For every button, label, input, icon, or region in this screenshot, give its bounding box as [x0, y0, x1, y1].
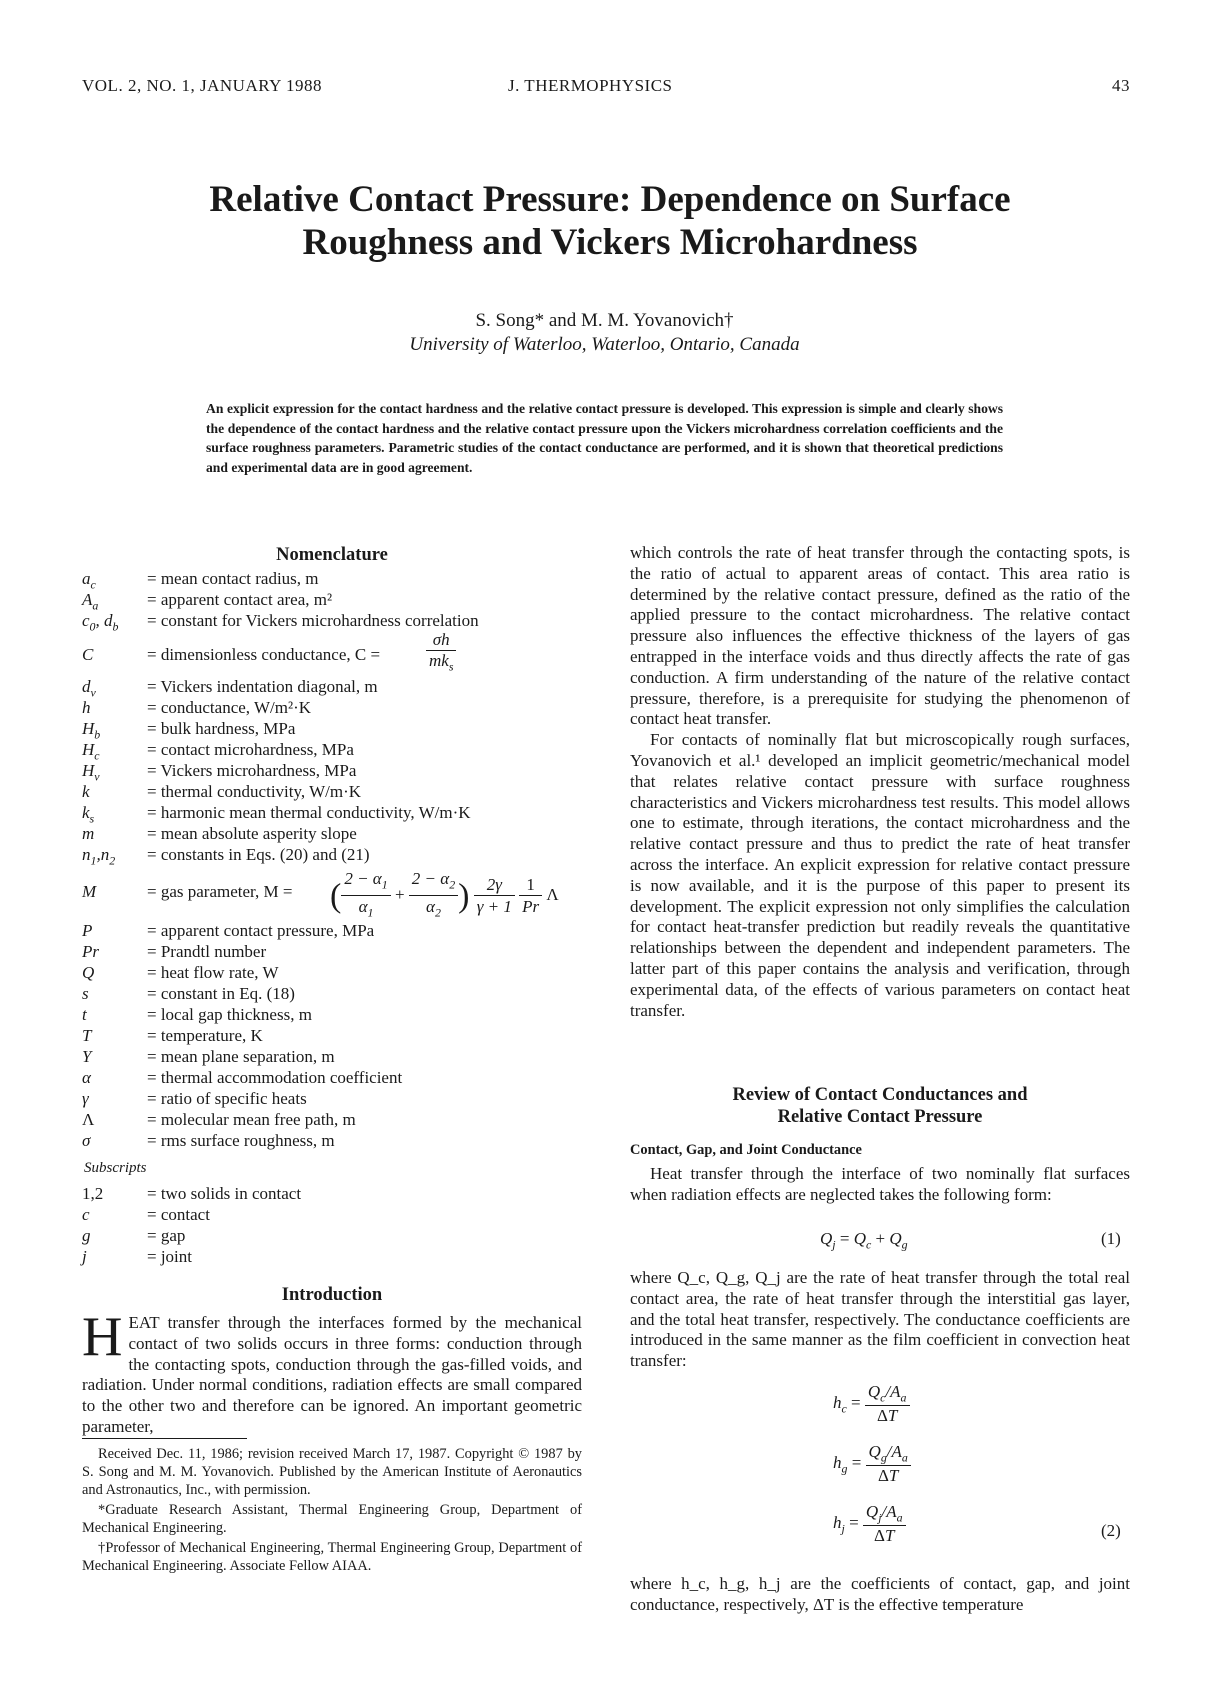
nomenclature-entry: s = constant in Eq. (18): [82, 984, 295, 1003]
review-heading: Review of Contact Conductances and Relative Contact Pressure: [732, 1085, 1028, 1127]
right-column-text: [630, 543, 1130, 1021]
nomenclature-entry: $n_1,n_2$ = constants in Eqs. (20) and (21): [82, 845, 370, 868]
page-number: 43: [1112, 76, 1130, 95]
nomenclature-entry: m = mean absolute asperity slope: [82, 824, 357, 843]
subscript-entry: 1,2 = two solids in contact: [82, 1184, 302, 1203]
title-line-2: Roughness and Vickers Microhardness: [302, 222, 918, 263]
nomenclature-entry: h = conductance, W/m²·K: [82, 698, 312, 717]
nomenclature-entry: t = local gap thickness, m: [82, 1005, 312, 1024]
nomenclature-entry: $c_0$, $d_b$ = constant for Vickers microhardness correlation: [82, 611, 479, 634]
gas-parameter-formula: ( $\frac{2 - \alpha_1}{\alpha_1}$ + $\frac{2 - \alpha_2}{\alpha_2}$ ) $\frac{2\gamma}{\gamma + 1}$ $\frac{1}{Pr}$ Λ: [330, 869, 559, 920]
equation-2-gap: $h_g$ = $\frac{Q_g/A_a}{\Delta T}$: [833, 1442, 911, 1486]
nomenclature-entry: C = dimensionless conductance, C = $\frac{\sigma h}{mk_s}$: [82, 630, 582, 672]
nomenclature-entry: $H_c$ = contact microhardness, MPa: [82, 740, 354, 763]
footnotes: [82, 1445, 582, 1577]
body-paragraph-4: where Q_c, Q_g, Q_j are the rate of heat transfer through the total real contact area, the rate of heat transfer through the interstitial gas layer, and the total heat transfer, respectively. The conductance coefficients are introduced in the same manner as the film coefficient in convection heat transfer:: [630, 1268, 1130, 1371]
body-paragraph-5: where h_c, h_g, h_j are the coefficients of contact, gap, and joint conductance, respectively, ΔT is the effective temperature: [630, 1574, 1130, 1614]
abstract: An explicit expression for the contact hardness and the relative contact pressure is developed. This expression is simple and clearly shows the dependence of the contact hardness and the relative contact pressure upon the Vickers microhardness correlation coefficients and the surface roughness parameters. Parametric studies of the contact conductance are performed, and it is shown that theoretical predictions and experimental data are in good agreement.: [206, 401, 1003, 475]
nomenclature-entry: $d_v$ = Vickers indentation diagonal, m: [82, 677, 378, 700]
equation-2-contact: $h_c$ = $\frac{Q_c/A_a}{\Delta T}$: [833, 1382, 910, 1426]
nomenclature-entry: $H_v$ = Vickers microhardness, MPa: [82, 761, 357, 784]
nomenclature-entry: γ = ratio of specific heats: [82, 1089, 307, 1108]
nomenclature-entry: M = gas parameter, M = ( $\frac{2 - \alpha_1}{\alpha_1}$ + $\frac{2 - \alpha_2}{\alpha_2}$ ) $\frac{2\gamma}{\gamma + 1}$ $\frac{1}{Pr}$ Λ: [82, 868, 582, 916]
footnote-received: Received Dec. 11, 1986; revision received March 17, 1987. Copyright © 1987 by S. Song and M. M. Yovanovich. Published by the American Institute of Aeronautics and Astronautics, Inc., with permission.: [82, 1446, 582, 1498]
nomenclature-entry: P = apparent contact pressure, MPa: [82, 921, 375, 940]
subscript-entry: g = gap: [82, 1226, 186, 1245]
nomenclature-entry: Pr = Prandtl number: [82, 942, 267, 961]
body-paragraph-3: Heat transfer through the interface of two nominally flat surfaces when radiation effects are neglected takes the following form:: [630, 1164, 1130, 1204]
footnote-rule: [82, 1438, 247, 1439]
title-line-1: Relative Contact Pressure: Dependence on Surface: [209, 179, 1011, 220]
equation-1: $Q_j = Q_c + Q_g$: [820, 1229, 908, 1252]
introduction-heading: Introduction: [281, 1285, 383, 1305]
nomenclature-entry: $a_c$ = mean contact radius, m: [82, 569, 319, 592]
body-paragraph-2: For contacts of nominally flat but microscopically rough surfaces, Yovanovich et al.¹ developed an implicit geometric/mechanical model that relates relative contact pressure with surface roughness characteristics and Vickers microhardness test results. This model allows one to estimate, through iterations, the contact microhardness and the relative contact pressure and thus to predict the rate of heat transfer across the interface. An explicit expression for relative contact pressure is now available, and it is the purpose of this paper to present its development. The explicit expression not only simplifies the calculation for contact heat-transfer prediction but readily reveals the quantitative relationships between the dependent and independent parameters. The latter part of this paper contains the analysis and verification, through experimental data, of the effects of various parameters on contact heat transfer.: [630, 730, 1130, 1020]
subscript-entry: j = joint: [82, 1247, 193, 1266]
equation-2-number: (2): [1101, 1521, 1121, 1540]
equation-2-joint: $h_j$ = $\frac{Q_j/A_a}{\Delta T}$: [833, 1502, 906, 1546]
nomenclature-entry: k = thermal conductivity, W/m·K: [82, 782, 362, 801]
subscripts-label: Subscripts: [84, 1160, 147, 1176]
equation-1-number: (1): [1101, 1229, 1121, 1248]
subsection-heading: Contact, Gap, and Joint Conductance: [630, 1142, 862, 1158]
drop-cap: H: [82, 1306, 123, 1368]
running-header-journal: J. THERMOPHYSICS: [508, 76, 673, 95]
authors: S. Song* and M. M. Yovanovich†: [475, 310, 734, 331]
nomenclature-entry: T = temperature, K: [82, 1026, 263, 1045]
affiliation: University of Waterloo, Waterloo, Ontario, Canada: [409, 334, 800, 355]
nomenclature-entry: Y = mean plane separation, m: [82, 1047, 335, 1066]
footnote-author-2: †Professor of Mechanical Engineering, Thermal Engineering Group, Department of Mechanical Engineering. Associate Fellow AIAA.: [82, 1540, 582, 1574]
footnote-author-1: *Graduate Research Assistant, Thermal Engineering Group, Department of Mechanical Engineering.: [82, 1502, 582, 1536]
paper-title: [140, 178, 1080, 264]
subscript-entry: c = contact: [82, 1205, 210, 1224]
nomenclature-entry: σ = rms surface roughness, m: [82, 1131, 335, 1150]
introduction-paragraph: HEAT transfer through the interfaces formed by the mechanical contact of two solids occurs in three forms: conduction through the contacting spots, conduction through the gas-filled voids, and radiation. Under normal conditions, radiation effects are small compared to the other two and therefore can be ignored. An important geometric parameter,: [82, 1306, 582, 1436]
running-header-volume: VOL. 2, NO. 1, JANUARY 1988: [82, 76, 323, 95]
nomenclature-entry: $A_a$ = apparent contact area, m²: [82, 590, 333, 613]
conductance-fraction: $\frac{\sigma h}{mk_s}$: [426, 630, 456, 676]
nomenclature-heading: Nomenclature: [276, 545, 388, 565]
nomenclature-entry: Q = heat flow rate, W: [82, 963, 279, 982]
nomenclature-entry: $k_s$ = harmonic mean thermal conductivity, W/m·K: [82, 803, 471, 826]
body-paragraph-1: which controls the rate of heat transfer through the contacting spots, is the ratio of actual to apparent areas of contact. This area ratio is determined by the relative contact pressure, defined as the ratio of the applied pressure to the contact microhardness. The relative contact pressure also influences the effective thickness of the layers of gas entrapped in the interface voids and thus directly affects the rate of gas conduction. A firm understanding of the nature of the relative contact pressure, therefore, is a prerequisite for studying the phenomenon of contact heat transfer.: [630, 543, 1130, 729]
nomenclature-entry: Λ = molecular mean free path, m: [82, 1110, 356, 1129]
nomenclature-entry: α = thermal accommodation coefficient: [82, 1068, 403, 1087]
nomenclature-entry: $H_b$ = bulk hardness, MPa: [82, 719, 296, 742]
